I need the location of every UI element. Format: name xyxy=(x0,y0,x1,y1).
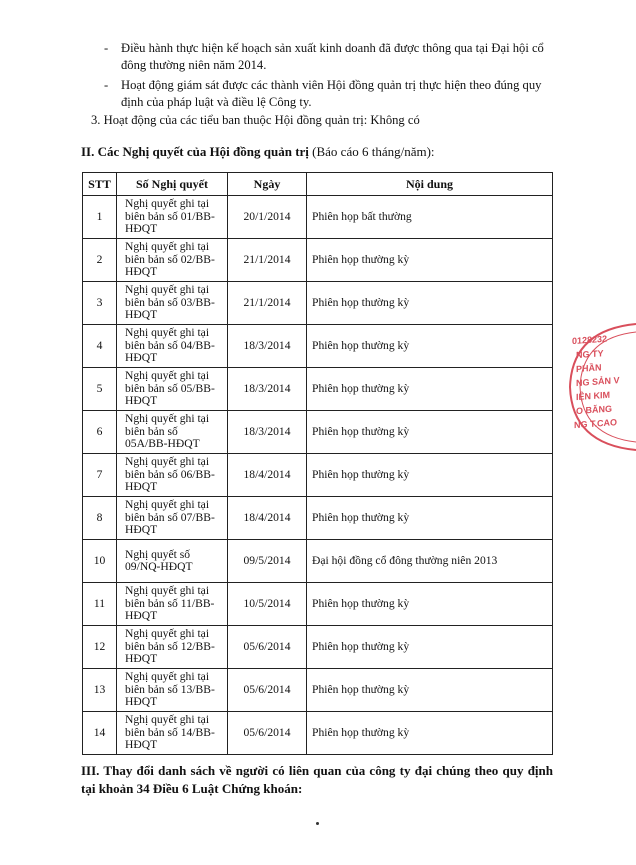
table-row xyxy=(83,282,553,325)
cell-content: Phiên họp thường kỳ xyxy=(307,239,553,282)
cell-stt: 2 xyxy=(83,239,117,282)
cell-content: Phiên họp thường kỳ xyxy=(307,626,553,669)
table-row xyxy=(83,239,553,282)
bullet-dash: - xyxy=(104,78,109,92)
bullet-item xyxy=(104,40,554,74)
cell-content: Phiên họp thường kỳ xyxy=(307,325,553,368)
table-row xyxy=(83,540,553,583)
cell-content: Phiên họp thường kỳ xyxy=(307,454,553,497)
header-date: Ngày xyxy=(228,173,307,196)
cell-stt: 10 xyxy=(83,540,117,583)
bullet-item xyxy=(104,77,554,111)
cell-date: 18/3/2014 xyxy=(228,411,307,454)
section-heading-resolutions xyxy=(81,144,435,160)
cell-resolution-no: Nghị quyết ghi tại biên bản số 01/BB-HĐQT xyxy=(117,196,228,239)
page-dot xyxy=(316,822,319,825)
cell-content: Phiên họp bất thường xyxy=(307,196,553,239)
cell-resolution-no: Nghị quyết ghi tại biên bản số 05A/BB-HĐQT xyxy=(117,411,228,454)
cell-content: Phiên họp thường kỳ xyxy=(307,712,553,755)
cell-stt: 14 xyxy=(83,712,117,755)
stamp-text-line: IỆN KIM xyxy=(576,389,611,403)
cell-stt: 12 xyxy=(83,626,117,669)
cell-date: 05/6/2014 xyxy=(228,626,307,669)
cell-content: Phiên họp thường kỳ xyxy=(307,282,553,325)
table-header-row xyxy=(83,173,553,196)
table-row xyxy=(83,454,553,497)
cell-stt: 6 xyxy=(83,411,117,454)
cell-date: 21/1/2014 xyxy=(228,239,307,282)
cell-stt: 11 xyxy=(83,583,117,626)
table-row xyxy=(83,497,553,540)
cell-resolution-no: Nghị quyết ghi tại biên bản số 05/BB-HĐQT xyxy=(117,368,228,411)
cell-date: 10/5/2014 xyxy=(228,583,307,626)
cell-date: 18/4/2014 xyxy=(228,454,307,497)
cell-date: 18/4/2014 xyxy=(228,497,307,540)
cell-stt: 3 xyxy=(83,282,117,325)
header-stt: STT xyxy=(83,173,117,196)
cell-stt: 5 xyxy=(83,368,117,411)
table-row xyxy=(83,196,553,239)
table-row xyxy=(83,368,553,411)
cell-resolution-no: Nghị quyết ghi tại biên bản số 06/BB-HĐQT xyxy=(117,454,228,497)
section-note: (Báo cáo 6 tháng/năm): xyxy=(308,144,435,159)
table-row xyxy=(83,411,553,454)
cell-content: Phiên họp thường kỳ xyxy=(307,583,553,626)
section-title: II. Các Nghị quyết của Hội đồng quản trị xyxy=(81,144,309,159)
cell-content: Phiên họp thường kỳ xyxy=(307,368,553,411)
cell-resolution-no: Nghị quyết số 09/NQ-HĐQT xyxy=(117,540,228,583)
section-heading-related-persons: III. Thay đổi danh sách về người có liên quan của công ty đại chúng theo quy định tại khoản 34 Điều 6 Luật Chứng khoán: xyxy=(81,763,553,796)
stamp-text-line: PHẦN xyxy=(576,362,602,375)
table-row xyxy=(83,669,553,712)
cell-stt: 1 xyxy=(83,196,117,239)
cell-resolution-no: Nghị quyết ghi tại biên bản số 14/BB-HĐQT xyxy=(117,712,228,755)
cell-date: 09/5/2014 xyxy=(228,540,307,583)
cell-stt: 8 xyxy=(83,497,117,540)
cell-content: Phiên họp thường kỳ xyxy=(307,411,553,454)
stamp-text-line: O BĂNG xyxy=(576,403,612,417)
bullet-text: Điều hành thực hiện kế hoạch sản xuất kinh doanh đã được thông qua tại Đại hội cổ đông thường niên năm 2014. xyxy=(121,41,544,72)
cell-resolution-no: Nghị quyết ghi tại biên bản số 07/BB-HĐQT xyxy=(117,497,228,540)
stamp-text-line: 0128232 xyxy=(572,333,608,347)
cell-date: 05/6/2014 xyxy=(228,669,307,712)
stamp-text-line: NG T.CAO xyxy=(574,417,618,431)
cell-resolution-no: Nghị quyết ghi tại biên bản số 04/BB-HĐQT xyxy=(117,325,228,368)
table-row xyxy=(83,583,553,626)
company-seal-stamp xyxy=(566,322,636,452)
cell-date: 20/1/2014 xyxy=(228,196,307,239)
cell-content: Đại hội đồng cổ đông thường niên 2013 xyxy=(307,540,553,583)
cell-date: 05/6/2014 xyxy=(228,712,307,755)
table-row xyxy=(83,712,553,755)
cell-resolution-no: Nghị quyết ghi tại biên bản số 12/BB-HĐQT xyxy=(117,626,228,669)
subcommittee-line: 3. Hoạt động của các tiểu ban thuộc Hội đồng quản trị: Không có xyxy=(91,113,420,127)
stamp-text-line: NG SẢN V xyxy=(576,375,620,389)
cell-stt: 7 xyxy=(83,454,117,497)
cell-stt: 13 xyxy=(83,669,117,712)
cell-date: 21/1/2014 xyxy=(228,282,307,325)
header-content: Nội dung xyxy=(307,173,553,196)
resolutions-table xyxy=(82,172,553,755)
cell-resolution-no: Nghị quyết ghi tại biên bản số 13/BB-HĐQT xyxy=(117,669,228,712)
cell-resolution-no: Nghị quyết ghi tại biên bản số 03/BB-HĐQT xyxy=(117,282,228,325)
stamp-text-line: NG TY xyxy=(576,348,604,361)
cell-resolution-no: Nghị quyết ghi tại biên bản số 02/BB-HĐQT xyxy=(117,239,228,282)
cell-resolution-no: Nghị quyết ghi tại biên bản số 11/BB-HĐQT xyxy=(117,583,228,626)
cell-date: 18/3/2014 xyxy=(228,325,307,368)
cell-date: 18/3/2014 xyxy=(228,368,307,411)
cell-stt: 4 xyxy=(83,325,117,368)
cell-content: Phiên họp thường kỳ xyxy=(307,669,553,712)
bullet-text: Hoạt động giám sát được các thành viên Hội đồng quản trị thực hiện theo đúng quy định của pháp luật và điều lệ Công ty. xyxy=(121,78,542,109)
bullet-dash: - xyxy=(104,41,109,55)
table-row xyxy=(83,626,553,669)
table-row xyxy=(83,325,553,368)
header-resolution-no: Số Nghị quyết xyxy=(117,173,228,196)
cell-content: Phiên họp thường kỳ xyxy=(307,497,553,540)
